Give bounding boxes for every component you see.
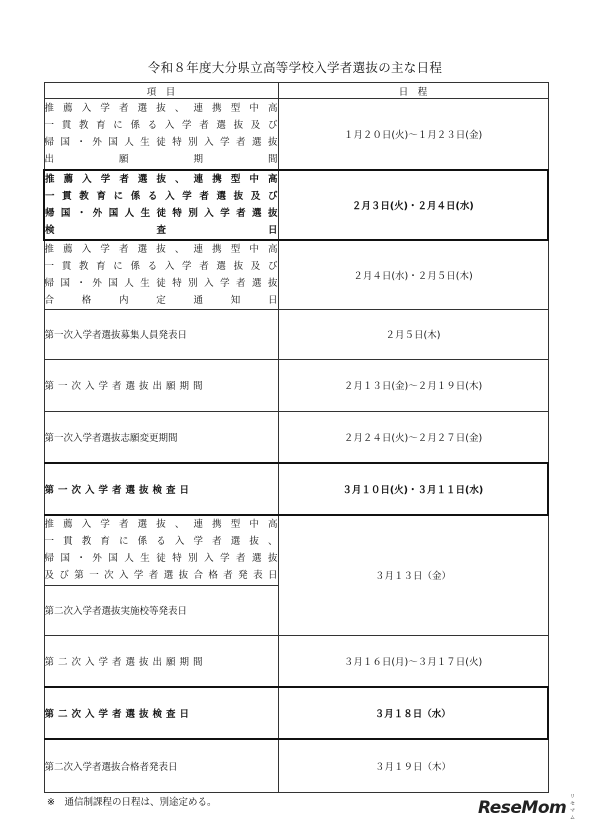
table-row — [44, 99, 548, 170]
row-date: ３月１９日（木） — [278, 739, 548, 792]
table-row — [44, 687, 548, 739]
row-item: 推薦入学者選抜、連携型中高 一貫教育に係る入学者選抜及び 帰国・外国人生徒特別入学者選抜 検 査 日 — [44, 170, 278, 240]
row-date: ３月１３日（金） — [278, 515, 548, 635]
row-date: ２月４日(水)・２月５日(木) — [278, 240, 548, 310]
table-row — [44, 309, 548, 359]
schedule-table — [43, 82, 549, 793]
row-item: 第一次入学者選抜志願変更期間 — [44, 411, 278, 463]
row-item: 推薦入学者選抜、連携型中高 一貫教育に係る入学者選抜、 帰国・外国人生徒特別入学者選抜 及び第一次入学者選抜合格者発表日 — [44, 515, 278, 585]
table-row — [44, 739, 548, 792]
table-header-row — [44, 83, 548, 99]
header-date: 日 程 — [278, 83, 548, 99]
row-item: 第一次入学者選抜募集人員発表日 — [44, 309, 278, 359]
document-title: 令和８年度大分県立高等学校入学者選抜の主な日程 — [147, 60, 443, 75]
row-date: ３月１６日(月)～３月１７日(火) — [278, 635, 548, 687]
table-row — [44, 359, 548, 411]
row-item: 推薦入学者選抜、連携型中高 一貫教育に係る入学者選抜及び 帰国・外国人生徒特別入学者選抜 出 願 期 間 — [44, 99, 278, 170]
row-date: ３月１０日(火)・３月１１日(水) — [278, 463, 548, 515]
row-date: ２月３日(火)・２月４日(水) — [278, 170, 548, 240]
header-item: 項 目 — [44, 83, 278, 99]
table-row — [44, 170, 548, 240]
row-item: 第一次入学者選抜検査日 — [44, 463, 278, 515]
resemom-logo — [478, 794, 576, 821]
row-date: ２月１３日(金)～２月１９日(木) — [278, 359, 548, 411]
row-item: 第二次入学者選抜合格者発表日 — [44, 739, 278, 792]
table-row — [44, 463, 548, 515]
row-item: 第一次入学者選抜出願期間 — [44, 359, 278, 411]
logo-kana: リセマム — [570, 794, 576, 821]
row-item: 推薦入学者選抜、連携型中高 一貫教育に係る入学者選抜及び 帰国・外国人生徒特別入学者選抜 合格内定通知日 — [44, 240, 278, 310]
footnote: ※ 通信制課程の日程は、別途定める。 — [47, 797, 217, 808]
table-row — [44, 240, 548, 310]
table-row — [44, 635, 548, 687]
row-item: 第二次入学者選抜検査日 — [44, 687, 278, 739]
logo-text: ReseMom — [478, 798, 567, 818]
row-date: ３月１８日（水） — [278, 687, 548, 739]
row-item: 第二次入学者選抜出願期間 — [44, 635, 278, 687]
row-date: ２月２４日(火)～２月２７日(金) — [278, 411, 548, 463]
table-row — [44, 411, 548, 463]
table-row — [44, 515, 548, 585]
row-date: １月２０日(火)～１月２３日(金) — [278, 99, 548, 170]
row-item: 第二次入学者選抜実施校等発表日 — [44, 585, 278, 635]
row-date: ２月５日(木) — [278, 309, 548, 359]
